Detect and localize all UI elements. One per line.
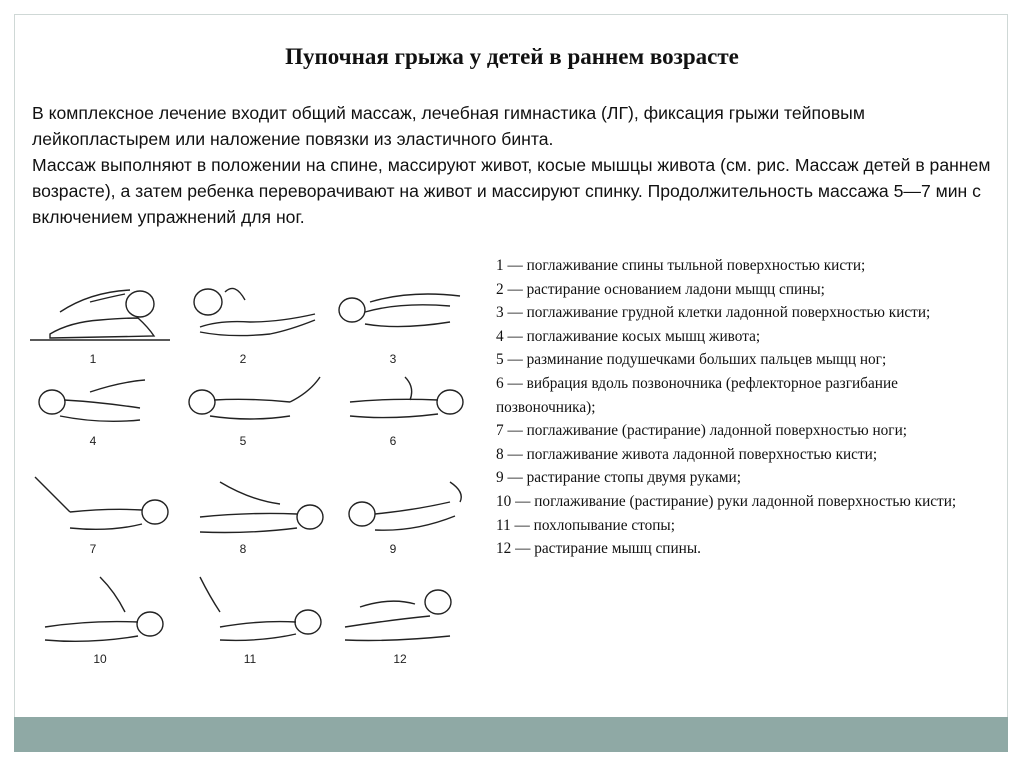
legend-list [496, 254, 966, 561]
intro-paragraph-1: В комплексное лечение входит общий массаж, лечебная гимнастика (ЛГ), фиксация грыжи тейповым лейкопластырем или наложение повязки из эластичного бинта. [32, 103, 865, 149]
figure-label: 10 [93, 652, 107, 666]
illustration-11 [180, 572, 330, 672]
illustration-3 [330, 272, 480, 372]
illustration-1 [30, 272, 180, 372]
figure-label: 4 [89, 434, 97, 448]
illustration-9 [330, 472, 480, 572]
legend-item: 10 — поглаживание (растирание) руки ладонной поверхностью кисти; [496, 492, 957, 510]
figure-label: 12 [393, 652, 407, 666]
illustration-2 [180, 272, 330, 372]
figure-label: 5 [239, 434, 247, 448]
illustration-5 [180, 372, 330, 472]
figure-label: 9 [389, 542, 397, 556]
figure-label: 2 [239, 352, 247, 366]
legend-item: 9 — растирание стопы двумя руками; [496, 469, 741, 487]
legend-item: 12 — растирание мышц спины. [496, 540, 701, 558]
figure-label: 3 [389, 352, 397, 366]
legend-item: 3 — поглаживание грудной клетки ладонной поверхностью кисти; [496, 304, 931, 322]
legend-item: 4 — поглаживание косых мышц живота; [496, 327, 761, 345]
legend-item: 6 — вибрация вдоль позвоночника (рефлекторное разгибание позвоночника); [496, 374, 898, 416]
figure-label: 7 [89, 542, 97, 556]
intro-text [32, 100, 1002, 230]
figure-label: 8 [239, 542, 247, 556]
page-title: Пупочная грыжа у детей в раннем возрасте [285, 44, 739, 69]
legend-item: 5 — разминание подушечками больших пальцев мыщц ног; [496, 351, 887, 369]
figure-label: 11 [243, 652, 257, 666]
intro-paragraph-2: Массаж выполняют в положении на спине, массируют живот, косые мышцы живота (см. рис. Массаж детей в раннем возрасте), а затем ребенка переворачивают на живот и массируют спинку. Продолжительность массажа 5—7 мин с включением упражнений для ног. [32, 155, 991, 227]
illustration-10 [30, 572, 180, 672]
figure-label: 6 [389, 434, 397, 448]
legend-item: 8 — поглаживание живота ладонной поверхностью кисти; [496, 445, 878, 463]
illustration-8 [180, 472, 330, 572]
illustration-7 [30, 472, 180, 572]
massage-illustration [30, 272, 480, 672]
legend-item: 11 — похлопывание стопы; [496, 516, 675, 534]
legend-item: 2 — растирание основанием ладони мыщц спины; [496, 280, 825, 298]
illustration-12 [330, 572, 480, 672]
legend-item: 7 — поглаживание (растирание) ладонной поверхностью ноги; [496, 422, 908, 440]
legend-item: 1 — поглаживание спины тыльной поверхностью кисти; [496, 257, 866, 274]
bottom-bar [14, 717, 1008, 752]
figure-label: 1 [89, 352, 97, 366]
illustration-6 [330, 372, 480, 472]
illustration-4 [30, 372, 180, 472]
